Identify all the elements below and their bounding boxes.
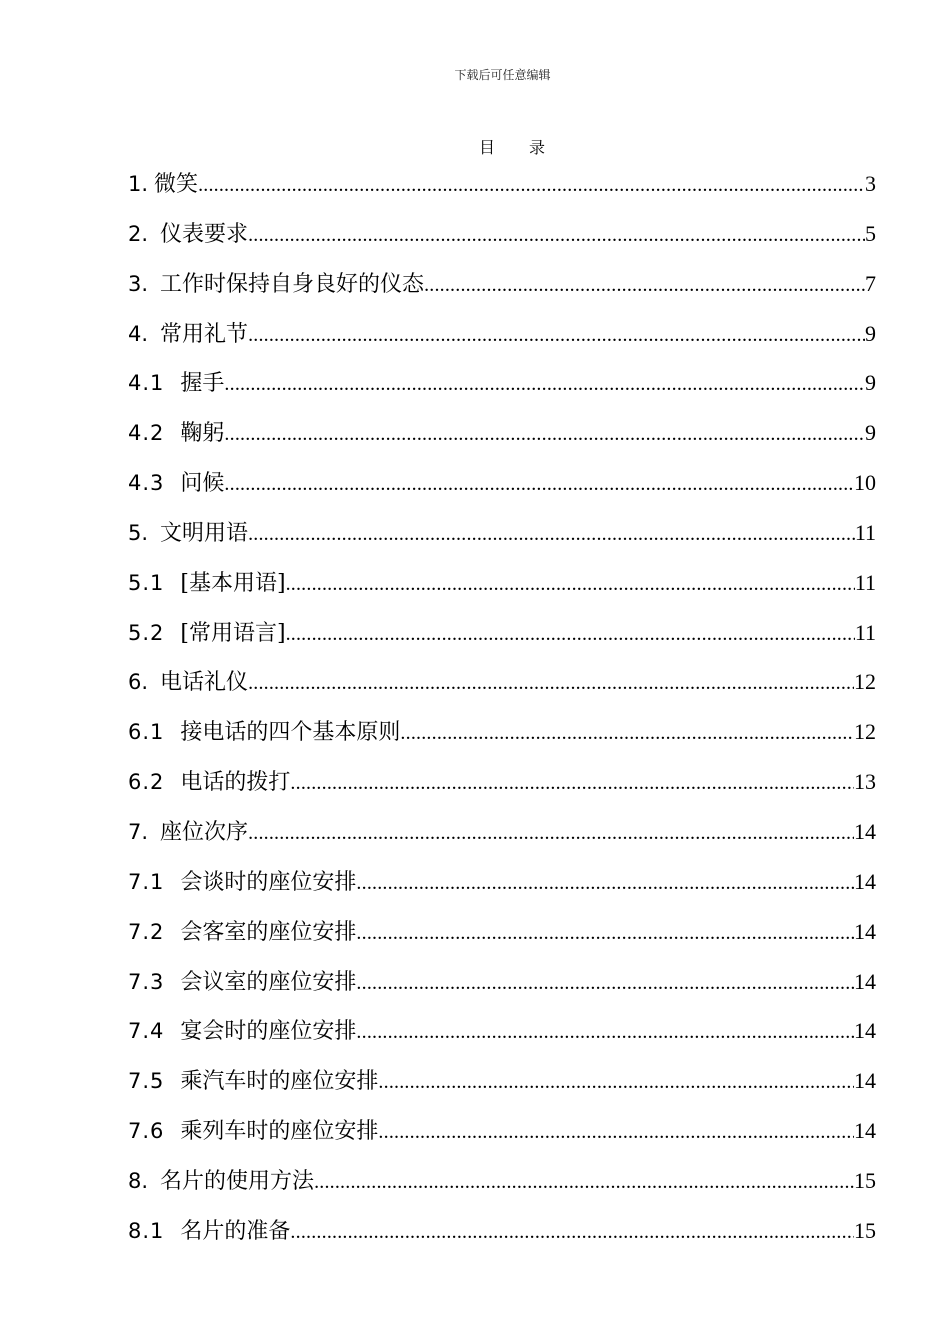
toc-entry[interactable] <box>128 807 876 857</box>
toc-entry[interactable] <box>128 259 876 309</box>
toc-dot-leader <box>290 1208 854 1256</box>
toc-entry[interactable] <box>128 508 876 558</box>
toc-page-number: 12 <box>854 669 876 695</box>
toc-page-number: 11 <box>854 619 876 645</box>
toc-dot-leader <box>286 610 855 658</box>
toc-page-number: 9 <box>865 420 876 446</box>
toc-dot-leader <box>248 211 865 259</box>
toc-page-number: 14 <box>854 868 876 894</box>
toc-entry[interactable] <box>128 358 876 408</box>
toc-entry-title: 名片的使用方法 <box>160 1168 315 1194</box>
toc-entry-number: 1. <box>128 172 149 196</box>
toc-dot-leader <box>248 809 854 857</box>
toc-page-number: 14 <box>854 818 876 844</box>
toc-page-number: 9 <box>865 320 876 346</box>
toc-entry-title: 接电话的四个基本原则 <box>180 720 401 746</box>
toc-entry-title: 乘汽车时的座位安排 <box>180 1069 379 1095</box>
toc-title: 目录 <box>478 138 579 157</box>
toc-entry-number: 3. <box>128 271 149 296</box>
toc-entry-title: 宴会时的座位安排 <box>180 1019 357 1045</box>
toc-entry[interactable] <box>128 1156 876 1206</box>
toc-dot-leader <box>356 959 854 1007</box>
toc-entry-number: 5.1 <box>128 570 165 595</box>
toc-page-number: 3 <box>865 171 876 196</box>
toc-entry-number: 2. <box>128 221 149 246</box>
toc-page-number: 11 <box>854 569 876 595</box>
toc-entry[interactable] <box>128 458 876 508</box>
toc-dot-leader <box>400 709 854 757</box>
toc-dot-leader <box>378 1058 854 1106</box>
toc-entry[interactable] <box>128 558 876 608</box>
toc-dot-leader <box>356 859 854 907</box>
toc-dot-leader <box>224 360 865 408</box>
toc-entry-number: 7. <box>128 819 149 844</box>
toc-entry-title: 名片的准备 <box>180 1218 291 1244</box>
toc-entry[interactable] <box>128 1006 876 1056</box>
toc-dot-leader <box>356 1008 854 1056</box>
toc-entry-title: 文明用语 <box>160 520 249 546</box>
toc-entry-number: 7.5 <box>128 1069 165 1094</box>
toc-entry-number: 8. <box>128 1168 149 1193</box>
toc-dot-leader <box>378 1108 854 1156</box>
toc-page-number: 7 <box>865 270 876 296</box>
toc-entry-title: 会客室的座位安排 <box>180 919 357 945</box>
toc-entry-title: 工作时保持自身良好的仪态 <box>160 271 425 297</box>
toc-page-number: 14 <box>854 918 876 944</box>
toc-entry-number: 8.1 <box>128 1218 165 1243</box>
toc-entry-title: 座位次序 <box>160 819 249 845</box>
toc-page-number: 14 <box>854 1118 876 1144</box>
toc-page-number: 15 <box>854 1217 876 1243</box>
toc-entry[interactable] <box>128 857 876 907</box>
toc-entry[interactable] <box>128 757 876 807</box>
toc-dot-leader <box>248 311 865 359</box>
toc-entry-number: 4.3 <box>128 471 165 496</box>
toc-entry-title: 问候 <box>180 471 225 497</box>
toc-entry-number: 7.2 <box>128 919 165 944</box>
header-note: 下载后可任意编辑 <box>454 68 551 82</box>
toc-entry-title: 微笑 <box>154 172 199 197</box>
toc-page-number: 13 <box>854 769 876 795</box>
toc-entry-number: 4.2 <box>128 421 165 446</box>
toc-entry-title: 仪表要求 <box>160 221 249 247</box>
toc-entry-title: 会谈时的座位安排 <box>180 869 357 895</box>
toc-dot-leader <box>356 909 854 957</box>
toc-dot-leader <box>198 161 865 209</box>
toc-dot-leader <box>424 261 865 309</box>
toc-dot-leader <box>290 759 854 807</box>
toc-entry-number: 6. <box>128 670 149 695</box>
toc-dot-leader <box>224 410 865 458</box>
toc-page-number: 14 <box>854 1068 876 1094</box>
toc-entry[interactable] <box>128 707 876 757</box>
toc-entry[interactable] <box>128 309 876 359</box>
toc-entry-title: 常用礼节 <box>160 321 249 347</box>
toc-entry[interactable] <box>128 408 876 458</box>
toc-entry-title: 会议室的座位安排 <box>180 969 357 995</box>
toc-entry-number: 7.1 <box>128 869 165 894</box>
toc-entry-number: 4. <box>128 321 149 346</box>
toc-entry[interactable] <box>128 907 876 957</box>
table-of-contents <box>128 159 876 1256</box>
toc-entry[interactable] <box>128 1056 876 1106</box>
toc-entry-number: 7.3 <box>128 969 165 994</box>
toc-page-number: 12 <box>854 719 876 745</box>
toc-entry[interactable] <box>128 657 876 707</box>
toc-entry-number: 7.4 <box>128 1019 165 1044</box>
toc-dot-leader <box>314 1158 854 1206</box>
toc-dot-leader <box>286 560 855 608</box>
toc-entry[interactable] <box>128 1106 876 1156</box>
toc-entry-title: 握手 <box>180 371 225 397</box>
toc-entry[interactable] <box>128 1206 876 1256</box>
toc-page-number: 5 <box>865 220 876 246</box>
toc-dot-leader <box>224 460 854 508</box>
toc-entry[interactable] <box>128 209 876 259</box>
toc-page-number: 14 <box>854 1018 876 1044</box>
toc-entry-number: 6.1 <box>128 720 165 745</box>
toc-entry-number: 7.6 <box>128 1119 165 1144</box>
toc-entry-title: [基本用语] <box>180 570 286 596</box>
toc-entry-title: [常用语言] <box>180 620 286 646</box>
toc-page-number: 14 <box>854 968 876 994</box>
toc-entry-title: 鞠躬 <box>180 421 225 447</box>
toc-entry-number: 4.1 <box>128 371 165 396</box>
toc-entry-title: 电话礼仪 <box>160 670 249 696</box>
toc-page-number: 10 <box>854 470 876 496</box>
toc-entry[interactable] <box>128 159 876 209</box>
toc-entry[interactable] <box>128 957 876 1007</box>
toc-entry[interactable] <box>128 608 876 658</box>
toc-entry-title: 乘列车时的座位安排 <box>180 1119 379 1145</box>
toc-entry-number: 5. <box>128 520 149 545</box>
toc-entry-number: 5.2 <box>128 620 165 645</box>
toc-page-number: 15 <box>854 1167 876 1193</box>
toc-dot-leader <box>248 659 854 707</box>
toc-dot-leader <box>248 510 855 558</box>
toc-entry-number: 6.2 <box>128 770 165 795</box>
toc-page-number: 11 <box>854 519 876 545</box>
toc-entry-title: 电话的拨打 <box>180 770 291 796</box>
toc-page-number: 9 <box>865 370 876 396</box>
